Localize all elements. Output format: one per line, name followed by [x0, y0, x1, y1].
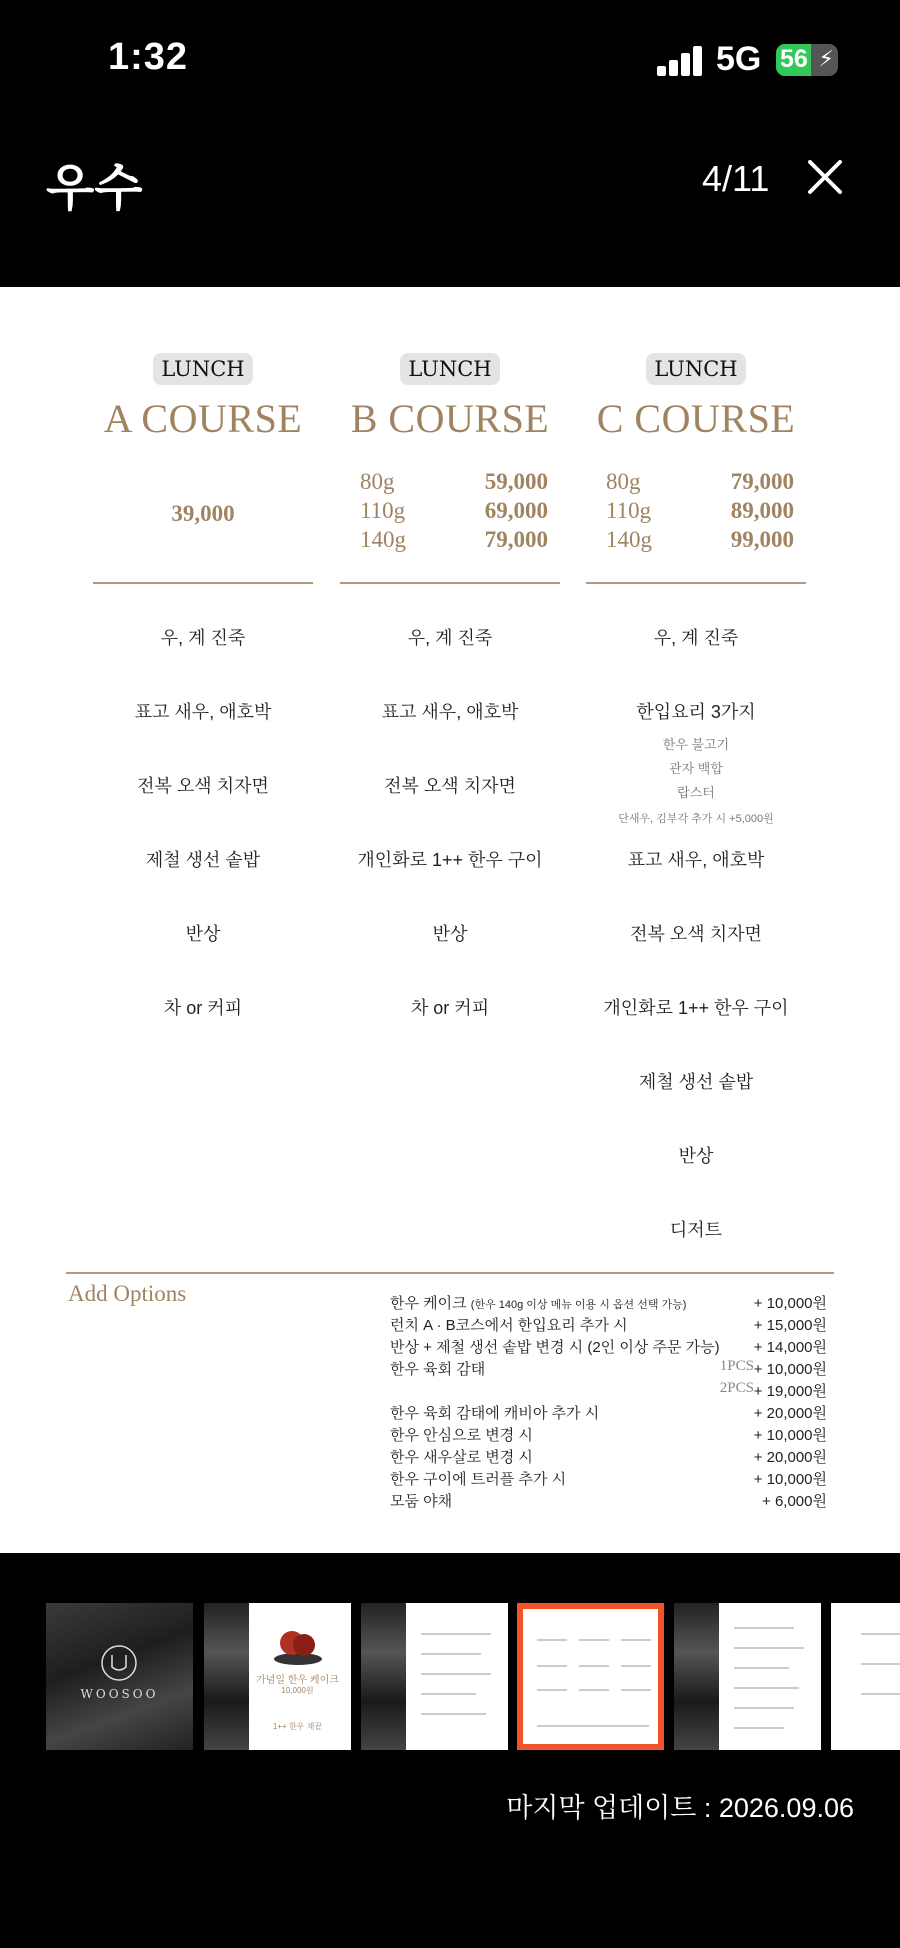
option-row [390, 1336, 830, 1358]
thumb-price: 10,000원 [281, 1686, 314, 1695]
text-line [421, 1713, 486, 1715]
option-price: + 20,000원 [753, 1449, 827, 1466]
thumb-line: 1++ 한우 채끝 [272, 1722, 323, 1731]
price-list [340, 469, 560, 556]
status-time: 1:32 [108, 36, 189, 78]
menu-item: 차 or 커피 [163, 998, 243, 1018]
option-price: + 10,000원 [753, 1295, 827, 1312]
text-line [579, 1639, 609, 1641]
price: 89,000 [730, 498, 794, 523]
menu-item: 우, 계 진죽 [407, 628, 493, 648]
text-line [421, 1673, 491, 1675]
text-line [734, 1727, 784, 1729]
option-name: 한우 안심으로 변경 시 [390, 1427, 533, 1444]
menu-item: 개인화로 1++ 한우 구이 [603, 998, 789, 1018]
text-line [734, 1647, 804, 1649]
thumb-title: 가념일 한우 케이크 [256, 1675, 339, 1686]
divider [66, 1272, 834, 1274]
text-line [421, 1693, 476, 1695]
thumbnail-1[interactable] [46, 1603, 193, 1750]
battery-icon [776, 44, 838, 76]
menu-item: 개인화로 1++ 한우 구이 [357, 850, 543, 870]
thumbnail-4-active[interactable] [517, 1603, 664, 1750]
thumbnail-strip[interactable] [0, 1603, 900, 1751]
sub-item: 랍스터 [677, 785, 715, 800]
option-row [390, 1402, 830, 1424]
text-line [734, 1667, 789, 1669]
text-line [537, 1665, 567, 1667]
menu-image[interactable] [0, 287, 900, 1553]
price: 99,000 [730, 527, 794, 552]
menu-item: 우, 계 진죽 [653, 628, 739, 648]
option-price: + 20,000원 [753, 1405, 827, 1422]
text-line [421, 1633, 491, 1635]
menu-item: 표고 새우, 애호박 [627, 850, 765, 870]
logo-text: WOOSOO [80, 1687, 159, 1701]
option-row [390, 1424, 830, 1446]
close-button[interactable] [800, 152, 850, 202]
image-counter: 4/11 [702, 158, 770, 199]
text-line [537, 1689, 567, 1691]
text-line [537, 1725, 649, 1727]
option-name: 한우 케이크 [390, 1295, 467, 1312]
sub-item: 한우 불고기 [662, 737, 730, 752]
option-price: + 10,000원 [753, 1361, 827, 1378]
option-name: 한우 구이에 트러플 추가 시 [390, 1471, 567, 1488]
menu-item: 디저트 [669, 1220, 723, 1240]
course-title: A COURSE [103, 396, 303, 441]
weight: 140g [360, 527, 406, 552]
thumbnail-5[interactable] [674, 1603, 821, 1750]
option-row [390, 1380, 830, 1402]
course-title: C COURSE [596, 396, 796, 441]
option-row [390, 1292, 830, 1314]
menu-item: 반상 [678, 1146, 714, 1166]
price-row [586, 498, 806, 527]
menu-item: 한입요리 3가지 [636, 702, 756, 722]
woosoo-logo-icon [46, 1603, 193, 1750]
option-row [390, 1314, 830, 1336]
text-line [734, 1627, 794, 1629]
text-line [734, 1707, 794, 1709]
battery-level: 56 [780, 45, 808, 73]
weight: 80g [360, 469, 395, 494]
option-price: + 10,000원 [753, 1427, 827, 1444]
thumbnail-6[interactable] [831, 1603, 900, 1750]
option-name: 한우 육회 감태에 캐비아 추가 시 [390, 1405, 600, 1422]
option-name: 런치 A · B코스에서 한입요리 추가 시 [390, 1317, 628, 1334]
price-row [340, 527, 560, 556]
cake-icon [270, 1621, 326, 1667]
menu-item: 전복 오색 치자면 [630, 924, 762, 944]
text-line [861, 1693, 900, 1695]
gallery-title: 우수 [46, 160, 143, 216]
menu-item: 반상 [432, 924, 468, 944]
option-row [390, 1446, 830, 1468]
price-row [340, 469, 560, 498]
cellular-signal-icon [657, 46, 703, 76]
text-line [579, 1689, 609, 1691]
option-name: 한우 육회 감태 [390, 1361, 486, 1378]
divider [340, 582, 560, 584]
weight: 140g [606, 527, 652, 552]
option-name: 모둠 야채 [390, 1493, 453, 1510]
price: 79,000 [730, 469, 794, 494]
status-bar [0, 0, 900, 120]
weight: 80g [606, 469, 641, 494]
price: 69,000 [484, 498, 548, 523]
text-line [621, 1639, 651, 1641]
rock-texture [204, 1603, 249, 1750]
thumbnail-3[interactable] [361, 1603, 508, 1750]
weight: 110g [360, 498, 406, 523]
text-line [621, 1689, 651, 1691]
thumbnail-2[interactable] [204, 1603, 351, 1750]
text-line [734, 1687, 799, 1689]
option-price: + 14,000원 [753, 1339, 827, 1356]
divider [93, 582, 313, 584]
sub-item: 관자 백합 [669, 761, 723, 776]
course-title: B COURSE [350, 396, 550, 441]
price-row [340, 498, 560, 527]
option-name: 반상 + 제철 생선 솥밥 변경 시 (2인 이상 주문 가능) [390, 1339, 720, 1356]
rock-texture [361, 1603, 406, 1750]
rock-texture [674, 1603, 719, 1750]
close-icon [800, 152, 850, 202]
options-title: Add Options [68, 1281, 187, 1306]
text-line [861, 1633, 900, 1635]
price: 79,000 [484, 527, 548, 552]
menu-item: 전복 오색 치자면 [137, 776, 269, 796]
menu-item: 표고 새우, 애호박 [381, 702, 519, 722]
text-line [861, 1663, 900, 1665]
menu-item: 전복 오색 치자면 [384, 776, 516, 796]
menu-item: 표고 새우, 애호박 [134, 702, 272, 722]
price-row [586, 469, 806, 498]
option-price: + 10,000원 [753, 1471, 827, 1488]
weight: 110g [606, 498, 652, 523]
option-row [390, 1468, 830, 1490]
lunch-badge: LUNCH [646, 353, 746, 385]
option-price: + 15,000원 [753, 1317, 827, 1334]
price: 59,000 [484, 469, 548, 494]
lunch-badge: LUNCH [400, 353, 500, 385]
text-line [537, 1639, 567, 1641]
menu-item: 제철 생선 솥밥 [638, 1072, 754, 1092]
last-updated: 마지막 업데이트 : 2026.09.06 [506, 1793, 854, 1823]
charging-icon: ⚡ [818, 46, 834, 71]
option-qty: 2PCS [719, 1380, 754, 1396]
lunch-badge: LUNCH [153, 353, 253, 385]
menu-item: 제철 생선 솥밥 [145, 850, 261, 870]
price-row [586, 527, 806, 556]
course-price: 39,000 [171, 501, 235, 526]
option-price: + 6,000원 [762, 1493, 827, 1510]
text-line [621, 1665, 651, 1667]
option-row [390, 1358, 830, 1380]
menu-item: 우, 계 진죽 [160, 628, 246, 648]
network-type: 5G [716, 40, 762, 78]
text-line [421, 1653, 481, 1655]
option-name: 한우 새우살로 변경 시 [390, 1449, 533, 1466]
menu-item: 차 or 커피 [410, 998, 490, 1018]
menu-item: 반상 [185, 924, 221, 944]
option-row [390, 1490, 830, 1512]
price-list [586, 469, 806, 556]
option-note: (한우 140g 이상 메뉴 이용 시 옵션 선택 가능) [470, 1299, 687, 1311]
option-qty: 1PCS [719, 1358, 754, 1374]
divider [586, 582, 806, 584]
option-price: + 19,000원 [753, 1383, 827, 1400]
text-line [579, 1665, 609, 1667]
sub-note: 단새우, 김부각 추가 시 +5,000원 [618, 813, 774, 825]
